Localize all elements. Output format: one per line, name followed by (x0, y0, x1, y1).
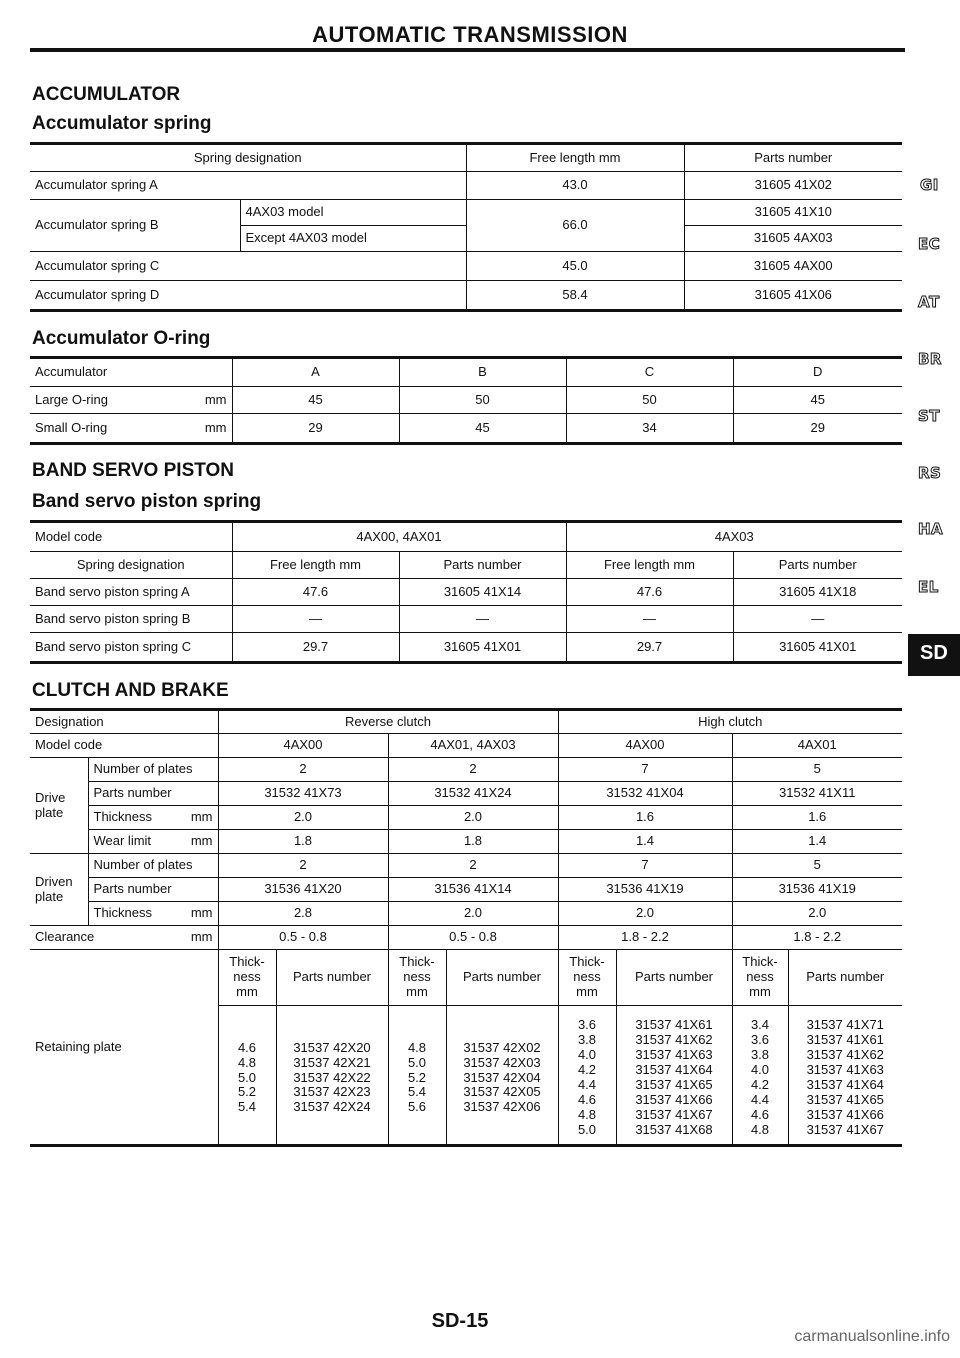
table-cell: 31536 41X19 (732, 878, 902, 902)
col-parts-number: Parts number (788, 950, 902, 1006)
table-cell: 47.6 (566, 579, 733, 606)
watermark: carmanualsonline.info (794, 1328, 950, 1345)
row-label-number-of-plates: Number of plates (88, 854, 218, 878)
table-row-label: Band servo piston spring C (30, 633, 232, 663)
table-cell: 2 (218, 854, 388, 878)
col-thickness: Thick- ness mm (388, 950, 446, 1006)
row-label-large-oring: Large O-ring (35, 391, 108, 407)
table-cell: 31605 41X18 (733, 579, 902, 606)
table-cell: 45 (232, 387, 399, 414)
table-cell: 2 (388, 854, 558, 878)
table-cell: 0.5 - 0.8 (388, 926, 558, 950)
table-row-label: Accumulator spring B (30, 200, 240, 252)
reverse-clutch-header: Reverse clutch (218, 710, 558, 734)
table-cell: 31532 41X11 (732, 782, 902, 806)
table-cell: 4.6 4.8 5.0 5.2 5.4 (218, 1006, 276, 1146)
table-cell: 31536 41X20 (218, 878, 388, 902)
table-cell: 31605 4AX03 (684, 226, 902, 252)
table-cell: 31537 42X20 31537 42X21 31537 42X22 31537 42X23 31537 42X24 (276, 1006, 388, 1146)
row-label-thickness: Thickness (93, 905, 153, 921)
section-title-band-servo: BAND SERVO PISTON (32, 460, 235, 481)
col-parts-number: Parts number (616, 950, 732, 1006)
table-cell: 31605 41X06 (684, 281, 902, 311)
row-label-parts-number: Parts number (88, 782, 218, 806)
table-cell: 5 (732, 854, 902, 878)
model-code-cell: 4AX01, 4AX03 (388, 734, 558, 758)
table-cell: 45 (733, 387, 902, 414)
col-thickness: Thick- ness mm (218, 950, 276, 1006)
table-cell: 58.4 (466, 281, 684, 311)
table-cell: Except 4AX03 model (240, 226, 466, 252)
table-cell: 43.0 (466, 172, 684, 200)
row-label-retaining-plate: Retaining plate (30, 950, 218, 1146)
table-cell: 3.4 3.6 3.8 4.0 4.2 4.4 4.6 4.8 (732, 1006, 788, 1146)
model-group-4ax03: 4AX03 (566, 522, 902, 552)
table-cell: 31605 4AX00 (684, 252, 902, 281)
row-label-parts-number: Parts number (88, 878, 218, 902)
side-tab-gi[interactable]: GI (920, 176, 939, 194)
table-cell: 31605 41X10 (684, 200, 902, 226)
table-cell: 1.4 (732, 830, 902, 854)
row-label-wear-limit: Wear limit (93, 833, 152, 849)
page-number: SD-15 (431, 1310, 489, 1332)
table-cell: 2.0 (218, 806, 388, 830)
col-c: C (566, 358, 733, 387)
high-clutch-header: High clutch (558, 710, 902, 734)
section-title-clutch-brake: CLUTCH AND BRAKE (32, 680, 229, 701)
table-cell: — (232, 606, 399, 633)
table-cell: 1.8 - 2.2 (558, 926, 732, 950)
col-free-length: Free length mm (566, 552, 733, 579)
table-cell: 31605 41X02 (684, 172, 902, 200)
table-cell: 66.0 (466, 200, 684, 252)
unit-label: mm (190, 809, 213, 825)
table-cell: 3.6 3.8 4.0 4.2 4.4 4.6 4.8 5.0 (558, 1006, 616, 1146)
table-cell: 50 (566, 387, 733, 414)
table-cell: 2.0 (388, 902, 558, 926)
side-tab-br[interactable]: BR (918, 350, 942, 368)
col-d: D (733, 358, 902, 387)
unit-label: mm (190, 905, 213, 921)
table-row-label: Accumulator spring D (30, 281, 466, 311)
page-header-title: AUTOMATIC TRANSMISSION (312, 22, 628, 47)
col-accumulator: Accumulator (30, 358, 232, 387)
row-label-thickness: Thickness (93, 809, 153, 825)
col-parts-number: Parts number (446, 950, 558, 1006)
subsection-title-accumulator-oring: Accumulator O-ring (32, 328, 211, 349)
row-label-small-oring: Small O-ring (35, 419, 108, 435)
row-label-model-code: Model code (30, 522, 232, 552)
col-parts-number: Parts number (276, 950, 388, 1006)
col-free-length: Free length mm (232, 552, 399, 579)
model-code-cell: 4AX00 (558, 734, 732, 758)
table-cell: 5 (732, 758, 902, 782)
subsection-title-accumulator-spring: Accumulator spring (32, 113, 212, 134)
col-free-length: Free length mm (466, 144, 684, 172)
table-cell: — (733, 606, 902, 633)
accumulator-spring-table (30, 142, 902, 312)
group-label-drive-plate: Drive plate (30, 758, 88, 854)
table-cell: — (566, 606, 733, 633)
accumulator-oring-table (30, 356, 902, 445)
clutch-brake-table (30, 708, 902, 1147)
table-cell: 2 (388, 758, 558, 782)
table-cell: 50 (399, 387, 566, 414)
unit-label: mm (190, 833, 213, 849)
row-label-number-of-plates: Number of plates (88, 758, 218, 782)
table-cell: 0.5 - 0.8 (218, 926, 388, 950)
col-thickness: Thick- ness mm (558, 950, 616, 1006)
table-cell: 2 (218, 758, 388, 782)
table-cell: 34 (566, 414, 733, 444)
table-cell: 2.8 (218, 902, 388, 926)
table-cell: 1.8 (218, 830, 388, 854)
table-row-label: Accumulator spring A (30, 172, 466, 200)
table-cell: 31532 41X73 (218, 782, 388, 806)
col-parts-number: Parts number (399, 552, 566, 579)
row-label-model-code: Model code (30, 734, 218, 758)
table-cell: 2.0 (558, 902, 732, 926)
table-cell: 1.8 - 2.2 (732, 926, 902, 950)
subsection-title-band-servo-spring: Band servo piston spring (32, 491, 262, 512)
table-cell: 1.6 (732, 806, 902, 830)
table-cell: 7 (558, 758, 732, 782)
table-cell: 29.7 (566, 633, 733, 663)
table-cell: 47.6 (232, 579, 399, 606)
side-tab-at[interactable]: AT (918, 293, 940, 311)
table-cell: 45 (399, 414, 566, 444)
col-b: B (399, 358, 566, 387)
table-cell: 31537 41X61 31537 41X62 31537 41X63 31537 41X64 31537 41X65 31537 41X66 31537 41X67 31537 41X68 (616, 1006, 732, 1146)
side-tab-ec[interactable]: EC (918, 235, 941, 253)
model-group-4ax00-4ax01: 4AX00, 4AX01 (232, 522, 566, 552)
section-title-accumulator: ACCUMULATOR (32, 84, 181, 105)
model-code-cell: 4AX00 (218, 734, 388, 758)
group-label-driven-plate: Driven plate (30, 854, 88, 926)
table-cell: 4AX03 model (240, 200, 466, 226)
table-cell: 29 (232, 414, 399, 444)
col-parts-number: Parts number (684, 144, 902, 172)
table-cell: 2.0 (732, 902, 902, 926)
table-cell: 31605 41X01 (733, 633, 902, 663)
table-cell: 1.8 (388, 830, 558, 854)
table-cell: 31532 41X24 (388, 782, 558, 806)
col-thickness: Thick- ness mm (732, 950, 788, 1006)
side-tab-sd-active[interactable]: SD (908, 634, 960, 676)
table-cell: 31536 41X14 (388, 878, 558, 902)
table-cell: 31537 42X02 31537 42X03 31537 42X04 31537 42X05 31537 42X06 (446, 1006, 558, 1146)
table-cell: — (399, 606, 566, 633)
table-cell: 31537 41X71 31537 41X61 31537 41X62 31537 41X63 31537 41X64 31537 41X65 31537 41X66 31537 41X67 (788, 1006, 902, 1146)
col-spring-designation: Spring designation (30, 144, 466, 172)
table-cell: 4.8 5.0 5.2 5.4 5.6 (388, 1006, 446, 1146)
table-cell: 31605 41X01 (399, 633, 566, 663)
header-rule (30, 48, 905, 52)
table-row-label: Band servo piston spring A (30, 579, 232, 606)
col-parts-number: Parts number (733, 552, 902, 579)
model-code-cell: 4AX01 (732, 734, 902, 758)
band-servo-spring-table (30, 520, 902, 664)
table-cell: 29 (733, 414, 902, 444)
side-tab-ha[interactable]: HA (918, 520, 944, 538)
table-cell: 45.0 (466, 252, 684, 281)
table-cell: 1.6 (558, 806, 732, 830)
table-cell: 7 (558, 854, 732, 878)
table-cell: 31536 41X19 (558, 878, 732, 902)
table-cell: 29.7 (232, 633, 399, 663)
col-a: A (232, 358, 399, 387)
unit-label: mm (190, 929, 213, 945)
side-tab-st[interactable]: ST (918, 407, 941, 425)
unit-label: mm (204, 419, 227, 435)
table-cell: 1.4 (558, 830, 732, 854)
table-cell: 31605 41X14 (399, 579, 566, 606)
table-cell: 2.0 (388, 806, 558, 830)
row-label-clearance: Clearance (35, 929, 95, 945)
row-label-designation: Designation (30, 710, 218, 734)
table-cell: 31532 41X04 (558, 782, 732, 806)
col-spring-designation: Spring designation (30, 552, 232, 579)
unit-label: mm (204, 391, 227, 407)
side-tab-el[interactable]: EL (918, 578, 939, 596)
table-row-label: Accumulator spring C (30, 252, 466, 281)
side-tab-rs[interactable]: RS (918, 464, 942, 482)
table-row-label: Band servo piston spring B (30, 606, 232, 633)
